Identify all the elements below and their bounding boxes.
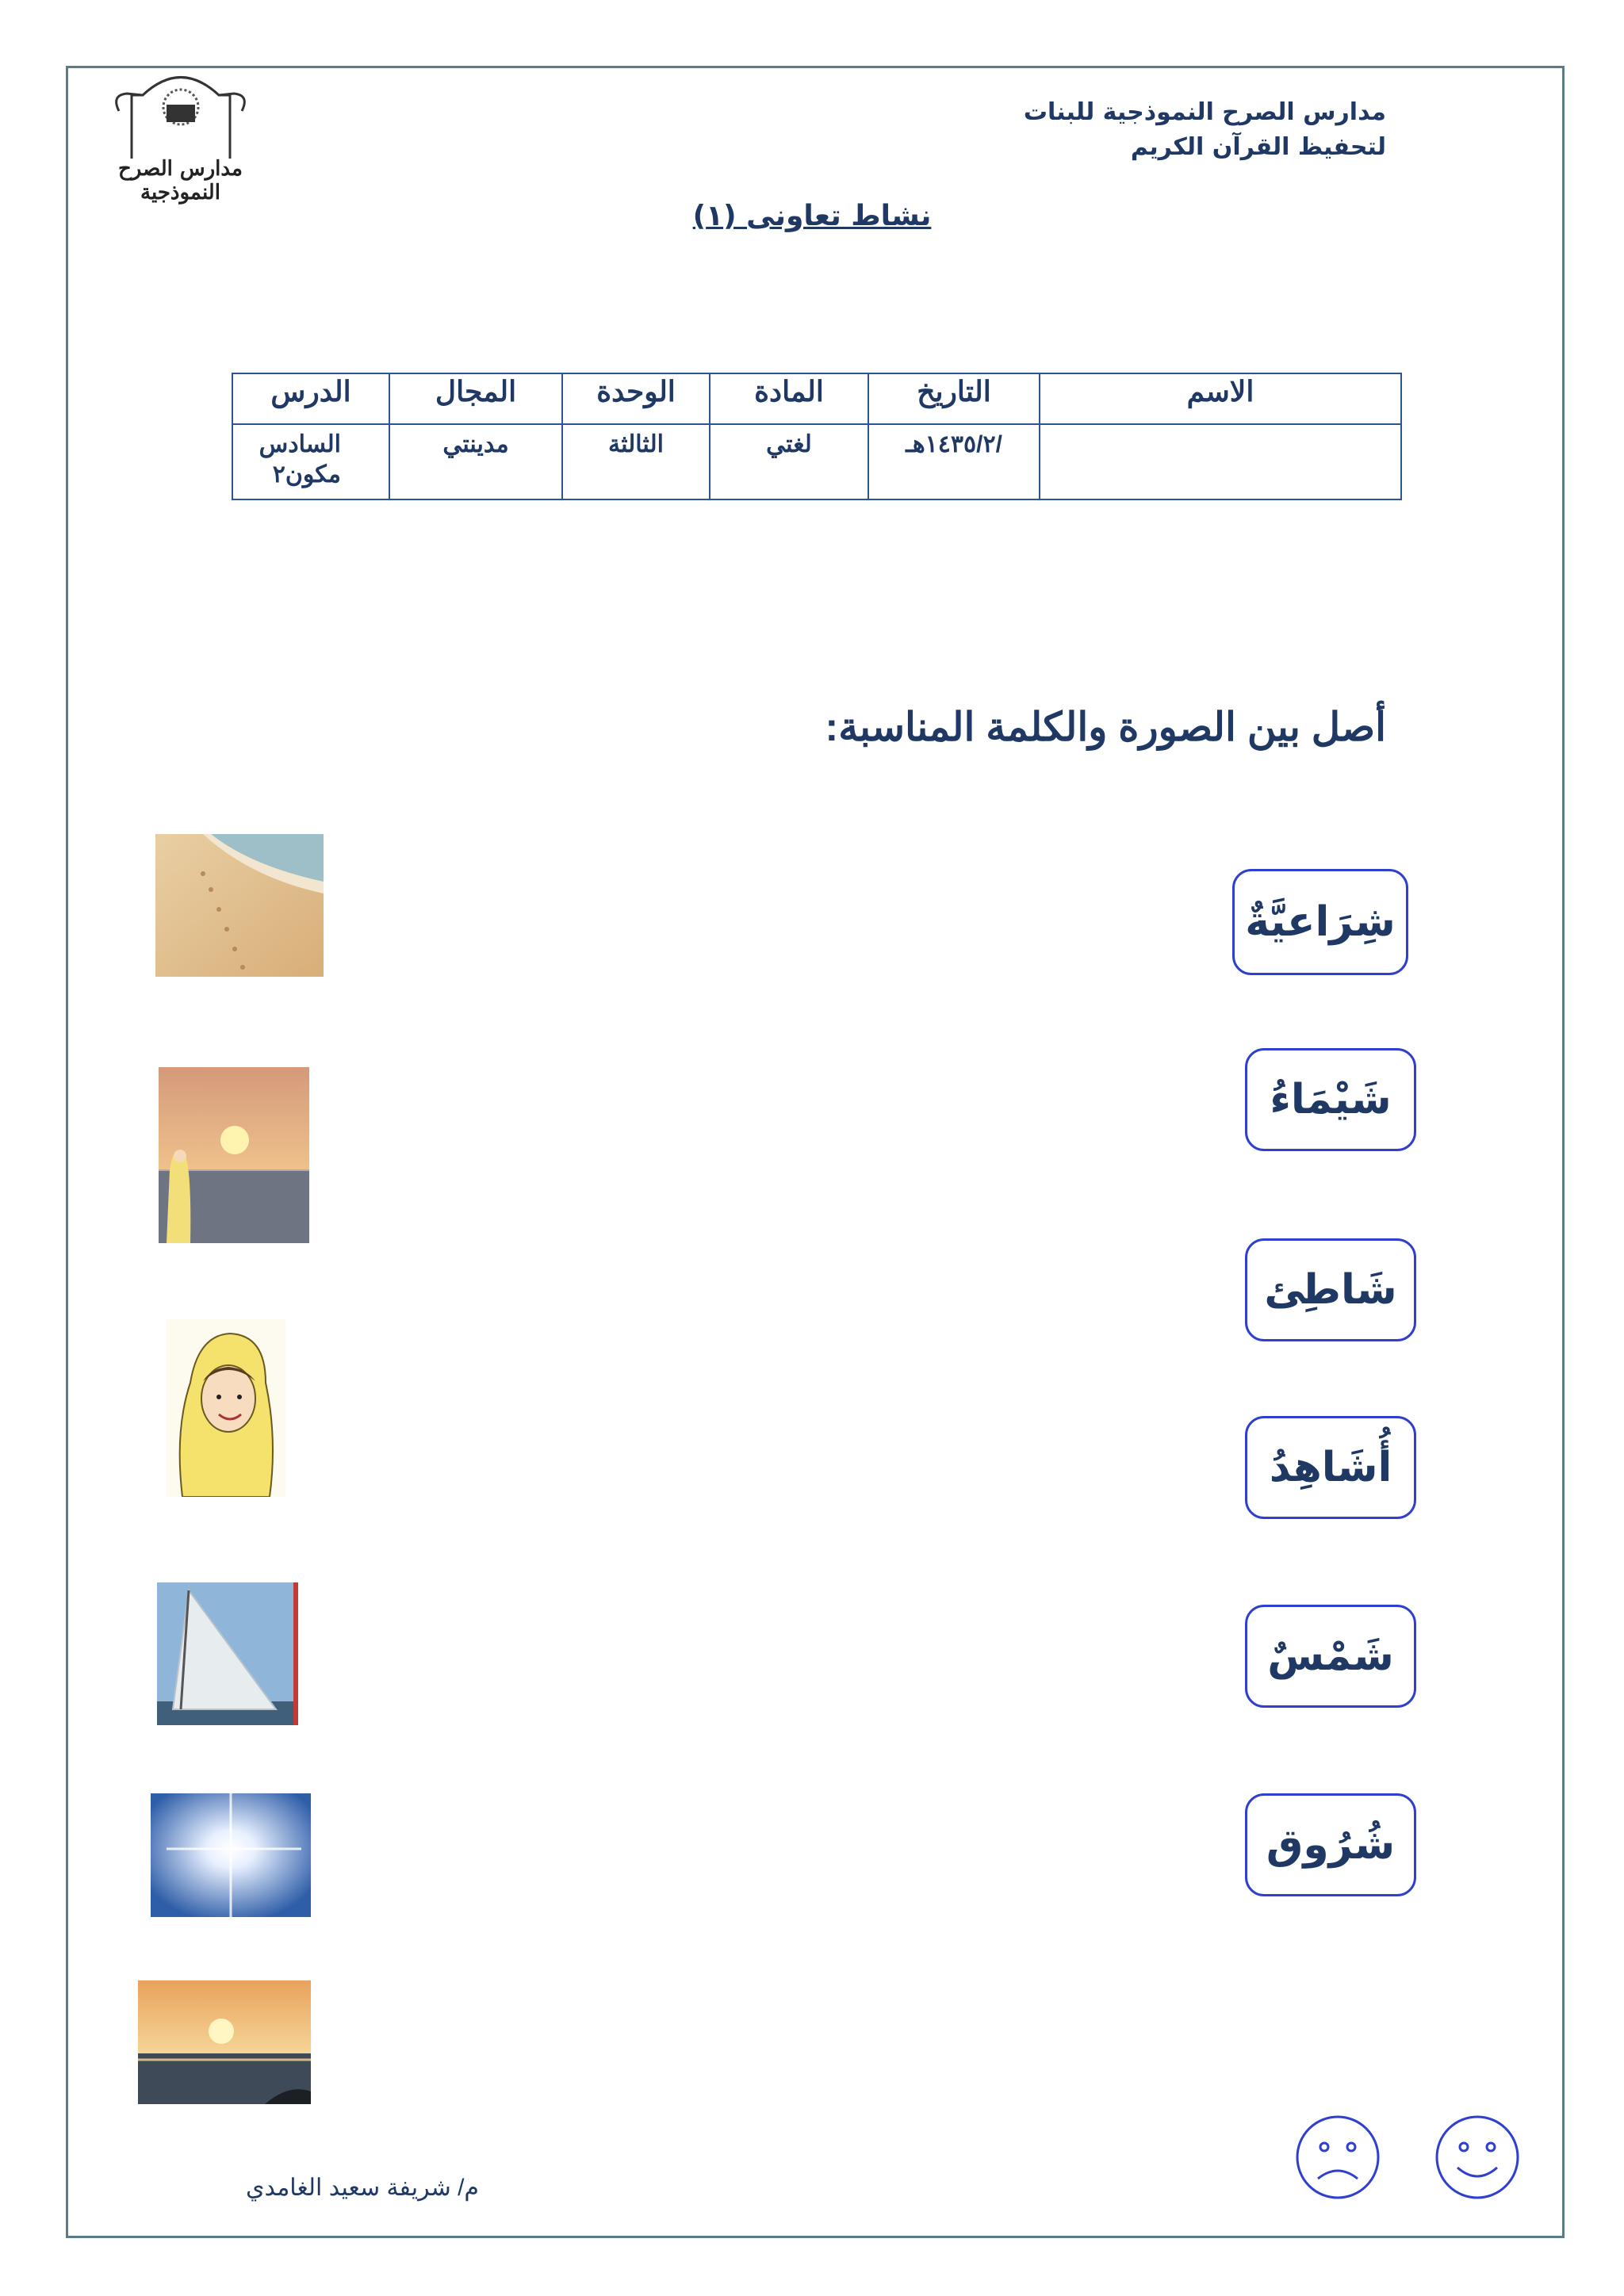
sailboat-image[interactable] [157,1582,298,1725]
word-box[interactable] [1245,1238,1416,1341]
word-label: شَيْمَاءُ [1270,1076,1392,1123]
header-unit: الوحدة [562,373,710,424]
sad-face-icon[interactable] [1294,2114,1381,2201]
info-header-row [232,373,1401,424]
word-box[interactable] [1245,1605,1416,1708]
info-table [232,373,1402,500]
header-lesson: الدرس [232,373,389,424]
word-box[interactable] [1245,1048,1416,1151]
beach-footprints-image[interactable] [155,834,324,977]
value-date: /١٤٣٥/٢هـ [868,424,1040,499]
school-line-2: لتحفيظ القرآن الكريم [1130,133,1386,161]
header-subject: المادة [710,373,868,424]
word-box[interactable] [1232,869,1408,975]
girl-in-hijab-image[interactable] [167,1319,285,1497]
instruction: أصل بين الصورة والكلمة المناسبة: [825,705,1386,749]
value-domain: مدينتي [389,424,562,499]
school-logo [95,63,266,205]
girl-at-sunset-image[interactable] [159,1067,309,1243]
word-box[interactable] [1245,1793,1416,1896]
word-box[interactable] [1245,1416,1416,1519]
word-label: أُشَاهِدُ [1269,1444,1392,1491]
word-label: شِرَاعيَّةٌ [1245,898,1396,946]
sunset-over-sea-image[interactable] [138,1980,311,2104]
value-name[interactable] [1040,424,1401,499]
word-label: شُرُوق [1266,1821,1396,1869]
bright-sun-image[interactable] [151,1793,311,1917]
teacher-name: م/ شريفة سعيد الغامدي [246,2175,480,2201]
word-label: شَمْسٌ [1267,1632,1394,1680]
header-domain: المجال [389,373,562,424]
word-label: شَاطِئ [1264,1266,1397,1314]
value-subject: لغتي [710,424,868,499]
value-unit: الثالثة [562,424,710,499]
logo-text: مدارس الصرح النموذجية [118,157,243,205]
value-lesson: السادس مكون٢ [232,424,389,499]
header-name: الاسم [1040,373,1401,424]
header-date: التاريخ [868,373,1040,424]
activity-title: نشاط تعاونى (١) [692,200,932,232]
school-line-1: مدارس الصرح النموذجية للبنات [1023,98,1386,126]
school-name [1024,95,1386,165]
info-value-row [232,424,1401,499]
happy-face-icon[interactable] [1434,2114,1521,2201]
